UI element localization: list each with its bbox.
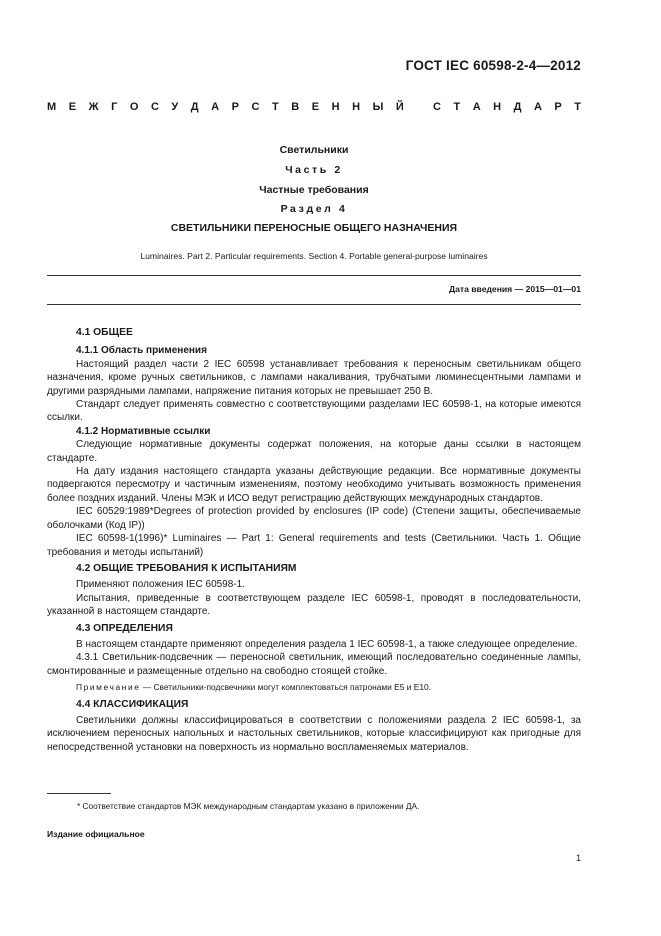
banner-letter: С	[433, 101, 441, 113]
standard-word	[433, 101, 581, 113]
test-paragraph: Применяют положения IEC 60598-1.	[76, 579, 245, 591]
title-section: Раздел 4	[280, 203, 348, 215]
banner-letter: О	[129, 101, 139, 113]
title-particular-requirements: Частные требования	[259, 184, 369, 196]
reference-iec-60598-1: IEC 60598-1(1996)* Luminaires — Part 1: General requirements and tests (Светильники. Часть 1. Общие требования и методы испытаний)	[47, 533, 581, 558]
footnote-divider	[47, 793, 111, 794]
banner-letter: С	[150, 101, 159, 113]
main-text	[47, 326, 581, 754]
section-4-1-1-heading: 4.1.1 Область применения	[76, 345, 207, 357]
references-paragraph-2: На дату издания настоящего стандарта указаны действующие редакции. Все нормативные документы подвергаются пересмотру и частичным изменениям, поэтому необходимо учитывать возможность применения более поздних изданий. Члены МЭК и ИСО ведут регистрацию действующих международных стандартов.	[47, 466, 581, 504]
banner-letter: У	[171, 101, 179, 113]
page-number: 1	[575, 853, 581, 863]
references-paragraph: Следующие нормативные документы содержат положения, на которые даны ссылки в настоящем стандарте.	[47, 439, 581, 464]
banner-letter: А	[472, 101, 481, 113]
edition-label: Издание официальное	[47, 829, 145, 839]
title-luminaires: Светильники	[279, 144, 349, 156]
definition-4-3-1: 4.3.1 Светильник-подсвечник — переносной светильник, имеющий последовательно соединенные лампы, смонтированные и размещенные отдельно на свободно стоящей стойке.	[47, 652, 581, 677]
classification-paragraph: Светильники должны классифицироваться в соответствии с положениями раздела 2 IEC 60598-1, за исключением переносных напольных и настольных светильников, которые классифицируют как пригодные для непосредственной установки на поверхность из нормально воспламеняемых материалов.	[47, 714, 581, 753]
interstate-word	[47, 101, 404, 113]
gost-number: ГОСТ IEC 60598-2-4—2012	[405, 58, 581, 73]
banner-letter: С	[251, 101, 260, 113]
header-divider	[47, 275, 581, 276]
definitions-paragraph: В настоящем стандарте применяют определения раздела 1 IEC 60598-1, а также следующее определение.	[76, 638, 578, 650]
section-4-4-heading: 4.4 КЛАССИФИКАЦИЯ	[76, 698, 189, 710]
banner-letter: А	[533, 101, 542, 113]
banner-letter: Г	[111, 101, 118, 113]
banner-letter: Н	[331, 101, 340, 113]
banner-letter: М	[47, 101, 57, 113]
note-label: Примечание	[76, 682, 141, 693]
banner-letter: В	[291, 101, 300, 113]
interstate-standard-banner	[47, 101, 581, 113]
note	[76, 681, 581, 694]
banner-letter: А	[211, 101, 220, 113]
banner-letter: Р	[231, 101, 239, 113]
banner-letter: Ы	[372, 101, 384, 113]
english-title: Luminaires. Part 2. Particular requirements. Section 4. Portable general-purpose luminaires	[140, 251, 488, 261]
section-4-3-heading: 4.3 ОПРЕДЕЛЕНИЯ	[76, 622, 173, 634]
banner-letter: Т	[574, 101, 581, 113]
intro-date: Дата введения — 2015—01—01	[448, 284, 581, 294]
banner-letter: Н	[352, 101, 361, 113]
title-main: СВЕТИЛЬНИКИ ПЕРЕНОСНЫЕ ОБЩЕГО НАЗНАЧЕНИЯ	[170, 222, 458, 234]
note-text: — Светильники-подсвечники могут комплектоваться патронами E5 и E10.	[140, 682, 431, 693]
banner-letter: Д	[190, 101, 199, 113]
banner-letter: Ж	[88, 101, 99, 113]
banner-letter: Н	[493, 101, 502, 113]
scope-paragraph-2: Стандарт следует применять совместно с соответствующими разделами IEC 60598-1, на которые имеются ссылки.	[47, 399, 581, 424]
banner-letter: Т	[272, 101, 279, 113]
banner-letter: Е	[68, 101, 77, 113]
banner-letter: Р	[554, 101, 562, 113]
title-part: Часть 2	[285, 164, 343, 176]
footnote: * Соответствие стандартов МЭК международным стандартам указано в приложении ДА.	[77, 801, 420, 811]
reference-iec-60529: IEC 60529:1989*Degrees of protection provided by enclosures (IP code) (Степени защиты, обеспечиваемые оболочками (Код IP))	[47, 506, 581, 531]
banner-letter: Т	[453, 101, 461, 113]
banner-letter: Й	[395, 101, 404, 113]
scope-paragraph: Настоящий раздел части 2 IEC 60598 устанавливает требования к переносным светильникам общего назначения, кроме ручных светильников, с лампами накаливания, трубчатыми люминесцентными лампами и другими разрядными лампами, напряжение питания которых не превышает 250 В.	[47, 358, 581, 397]
banner-letter: Е	[311, 101, 320, 113]
section-4-1-2-heading: 4.1.2 Нормативные ссылки	[76, 425, 211, 437]
date-divider	[47, 304, 581, 305]
test-paragraph-2: Испытания, приведенные в соответствующем разделе IEC 60598-1, проводят в последовательности, указанной в настоящем стандарте.	[47, 592, 581, 618]
section-4-1-heading: 4.1 ОБЩЕЕ	[76, 327, 133, 338]
section-4-2-heading: 4.2 ОБЩИЕ ТРЕБОВАНИЯ К ИСПЫТАНИЯМ	[76, 562, 297, 574]
banner-letter: Д	[513, 101, 522, 113]
